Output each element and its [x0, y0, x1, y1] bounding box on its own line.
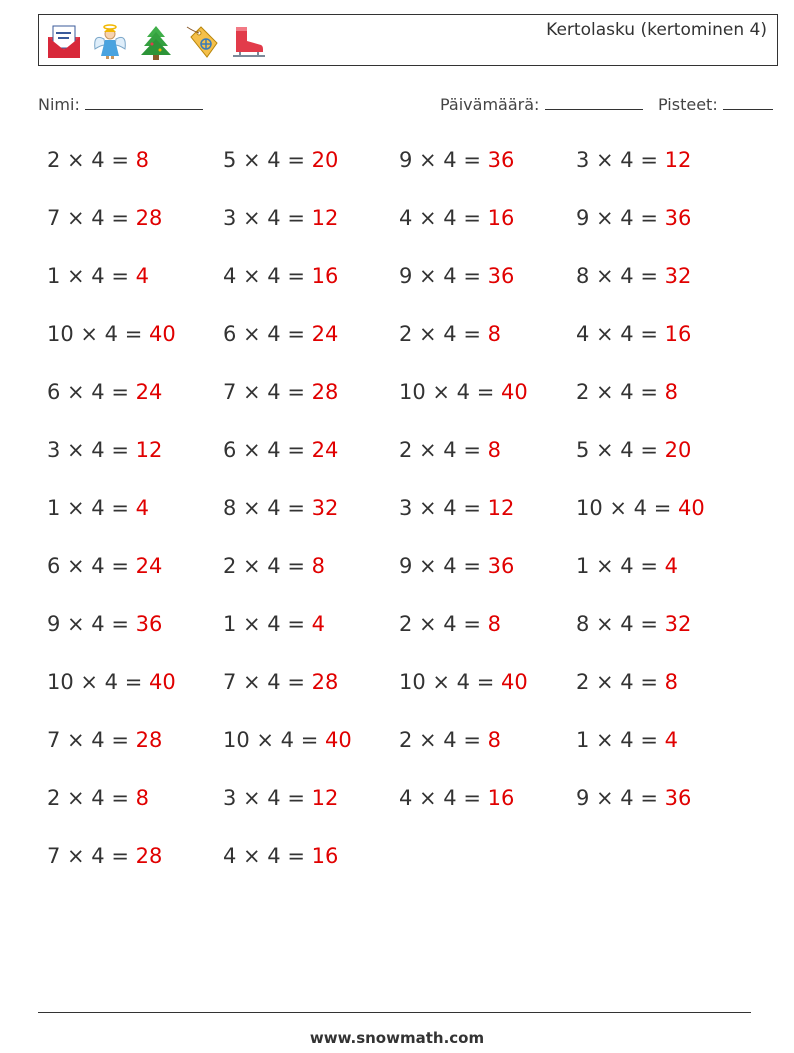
- problem-question: 2 × 4 =: [47, 148, 136, 172]
- problem-answer: 12: [311, 206, 339, 230]
- problem-item: [223, 554, 325, 578]
- problem-answer: 8: [135, 786, 149, 810]
- christmas-tree-icon: [137, 23, 175, 61]
- problem-item: [223, 670, 338, 694]
- problem-item: [47, 206, 162, 230]
- problem-item: [47, 380, 162, 404]
- problem-question: 4 × 4 =: [399, 206, 488, 230]
- problem-question: 3 × 4 =: [47, 438, 136, 462]
- problem-item: [47, 322, 176, 346]
- gift-tag-icon: [183, 23, 221, 61]
- problem-item: [47, 554, 162, 578]
- problem-question: 9 × 4 =: [399, 264, 488, 288]
- problem-answer: 8: [664, 670, 678, 694]
- footer-divider: [38, 1012, 751, 1013]
- problem-answer: 8: [487, 728, 501, 752]
- problem-answer: 16: [487, 786, 515, 810]
- problem-answer: 32: [664, 612, 692, 636]
- problem-item: [399, 728, 501, 752]
- problem-item: [399, 264, 514, 288]
- problem-question: 1 × 4 =: [576, 554, 665, 578]
- problem-answer: 16: [487, 206, 515, 230]
- problem-item: [47, 612, 162, 636]
- problem-item: [576, 206, 691, 230]
- problem-question: 8 × 4 =: [223, 496, 312, 520]
- problem-item: [399, 380, 528, 404]
- problem-item: [576, 496, 705, 520]
- problem-question: 7 × 4 =: [47, 206, 136, 230]
- problem-item: [47, 148, 149, 172]
- problem-item: [223, 844, 338, 868]
- problem-answer: 24: [135, 554, 163, 578]
- problem-answer: 28: [135, 844, 163, 868]
- name-blank[interactable]: [85, 93, 203, 110]
- problem-question: 3 × 4 =: [399, 496, 488, 520]
- problem-item: [47, 728, 162, 752]
- problem-answer: 36: [664, 786, 692, 810]
- problem-question: 9 × 4 =: [47, 612, 136, 636]
- problem-item: [223, 438, 338, 462]
- problem-item: [576, 670, 678, 694]
- score-blank[interactable]: [723, 93, 773, 110]
- problem-item: [223, 148, 338, 172]
- problem-question: 2 × 4 =: [223, 554, 312, 578]
- problem-question: 2 × 4 =: [399, 322, 488, 346]
- problem-answer: 12: [664, 148, 692, 172]
- problem-answer: 4: [135, 496, 149, 520]
- problem-item: [399, 554, 514, 578]
- problem-question: 1 × 4 =: [576, 728, 665, 752]
- problem-answer: 12: [487, 496, 515, 520]
- problem-question: 10 × 4 =: [399, 380, 501, 404]
- problem-answer: 16: [311, 844, 339, 868]
- problem-answer: 28: [135, 728, 163, 752]
- problem-question: 7 × 4 =: [223, 670, 312, 694]
- date-label: Päivämäärä:: [440, 95, 540, 114]
- problem-item: [576, 380, 678, 404]
- problem-answer: 16: [664, 322, 692, 346]
- problem-answer: 28: [311, 380, 339, 404]
- problem-item: [576, 612, 691, 636]
- problem-item: [223, 380, 338, 404]
- date-field: [440, 93, 643, 114]
- problem-answer: 20: [311, 148, 339, 172]
- problem-answer: 28: [135, 206, 163, 230]
- problem-answer: 4: [311, 612, 325, 636]
- worksheet-title: Kertolasku (kertominen 4): [546, 20, 767, 40]
- problem-answer: 40: [677, 496, 705, 520]
- problem-question: 3 × 4 =: [223, 786, 312, 810]
- problem-item: [576, 148, 691, 172]
- problem-answer: 12: [135, 438, 163, 462]
- problem-item: [399, 322, 501, 346]
- problem-answer: 32: [311, 496, 339, 520]
- problem-item: [223, 786, 338, 810]
- problem-item: [576, 554, 678, 578]
- problem-item: [47, 844, 162, 868]
- problem-answer: 4: [135, 264, 149, 288]
- problem-question: 4 × 4 =: [223, 264, 312, 288]
- problem-question: 1 × 4 =: [47, 496, 136, 520]
- problem-answer: 24: [311, 322, 339, 346]
- problem-question: 1 × 4 =: [223, 612, 312, 636]
- problem-answer: 40: [148, 670, 176, 694]
- problem-question: 4 × 4 =: [223, 844, 312, 868]
- problem-question: 4 × 4 =: [399, 786, 488, 810]
- problem-answer: 36: [487, 554, 515, 578]
- problem-question: 1 × 4 =: [47, 264, 136, 288]
- problem-answer: 28: [311, 670, 339, 694]
- problem-item: [399, 670, 528, 694]
- problem-question: 3 × 4 =: [223, 206, 312, 230]
- problem-question: 9 × 4 =: [399, 148, 488, 172]
- problem-item: [576, 728, 678, 752]
- problem-question: 2 × 4 =: [399, 612, 488, 636]
- score-label: Pisteet:: [658, 95, 718, 114]
- problem-item: [223, 322, 338, 346]
- problem-item: [399, 148, 514, 172]
- problem-item: [223, 728, 352, 752]
- name-field: [38, 93, 203, 114]
- problem-answer: 24: [311, 438, 339, 462]
- problem-question: 10 × 4 =: [399, 670, 501, 694]
- angel-icon: [91, 23, 129, 61]
- footer-website: www.snowmath.com: [309, 1029, 485, 1047]
- header-icons: [45, 23, 267, 61]
- problem-question: 2 × 4 =: [399, 438, 488, 462]
- problem-answer: 8: [487, 612, 501, 636]
- problem-answer: 40: [500, 380, 528, 404]
- problem-question: 3 × 4 =: [576, 148, 665, 172]
- problem-item: [47, 496, 149, 520]
- name-label: Nimi:: [38, 95, 80, 114]
- problem-question: 5 × 4 =: [576, 438, 665, 462]
- problem-item: [223, 612, 325, 636]
- problem-question: 2 × 4 =: [47, 786, 136, 810]
- problem-answer: 8: [311, 554, 325, 578]
- problem-question: 9 × 4 =: [576, 206, 665, 230]
- problem-item: [576, 438, 691, 462]
- problem-answer: 40: [148, 322, 176, 346]
- problem-question: 4 × 4 =: [576, 322, 665, 346]
- problem-item: [576, 786, 691, 810]
- problem-question: 8 × 4 =: [576, 264, 665, 288]
- problem-answer: 36: [135, 612, 163, 636]
- worksheet-header: [38, 14, 778, 66]
- problem-question: 6 × 4 =: [47, 554, 136, 578]
- problem-question: 6 × 4 =: [223, 438, 312, 462]
- problem-question: 2 × 4 =: [399, 728, 488, 752]
- problem-answer: 32: [664, 264, 692, 288]
- problem-item: [47, 786, 149, 810]
- problem-question: 2 × 4 =: [576, 670, 665, 694]
- date-blank[interactable]: [545, 93, 643, 110]
- problem-answer: 20: [664, 438, 692, 462]
- problem-answer: 8: [487, 438, 501, 462]
- problem-question: 7 × 4 =: [47, 844, 136, 868]
- problem-item: [399, 786, 514, 810]
- problem-item: [223, 496, 338, 520]
- problem-answer: 24: [135, 380, 163, 404]
- problem-question: 2 × 4 =: [576, 380, 665, 404]
- problem-answer: 36: [487, 264, 515, 288]
- problem-item: [47, 438, 162, 462]
- envelope-card-icon: [45, 23, 83, 61]
- problem-question: 10 × 4 =: [47, 670, 149, 694]
- problem-item: [223, 206, 338, 230]
- problem-answer: 4: [664, 728, 678, 752]
- problem-answer: 12: [311, 786, 339, 810]
- problem-question: 8 × 4 =: [576, 612, 665, 636]
- problem-item: [47, 264, 149, 288]
- problem-question: 6 × 4 =: [223, 322, 312, 346]
- problem-answer: 40: [324, 728, 352, 752]
- score-field: [658, 93, 773, 114]
- problem-question: 7 × 4 =: [47, 728, 136, 752]
- problem-item: [47, 670, 176, 694]
- problem-question: 9 × 4 =: [576, 786, 665, 810]
- problem-question: 7 × 4 =: [223, 380, 312, 404]
- problem-item: [576, 322, 691, 346]
- problem-question: 10 × 4 =: [47, 322, 149, 346]
- problem-question: 10 × 4 =: [576, 496, 678, 520]
- problem-answer: 36: [664, 206, 692, 230]
- problem-item: [399, 612, 501, 636]
- ice-skate-icon: [229, 23, 267, 61]
- problem-answer: 8: [135, 148, 149, 172]
- problem-answer: 8: [664, 380, 678, 404]
- problem-item: [576, 264, 691, 288]
- problem-item: [399, 438, 501, 462]
- problem-question: 10 × 4 =: [223, 728, 325, 752]
- problem-question: 9 × 4 =: [399, 554, 488, 578]
- problem-item: [399, 206, 514, 230]
- problem-answer: 36: [487, 148, 515, 172]
- problem-answer: 8: [487, 322, 501, 346]
- problem-answer: 40: [500, 670, 528, 694]
- problem-answer: 4: [664, 554, 678, 578]
- problem-item: [399, 496, 514, 520]
- problem-answer: 16: [311, 264, 339, 288]
- problem-item: [223, 264, 338, 288]
- problem-question: 5 × 4 =: [223, 148, 312, 172]
- problem-question: 6 × 4 =: [47, 380, 136, 404]
